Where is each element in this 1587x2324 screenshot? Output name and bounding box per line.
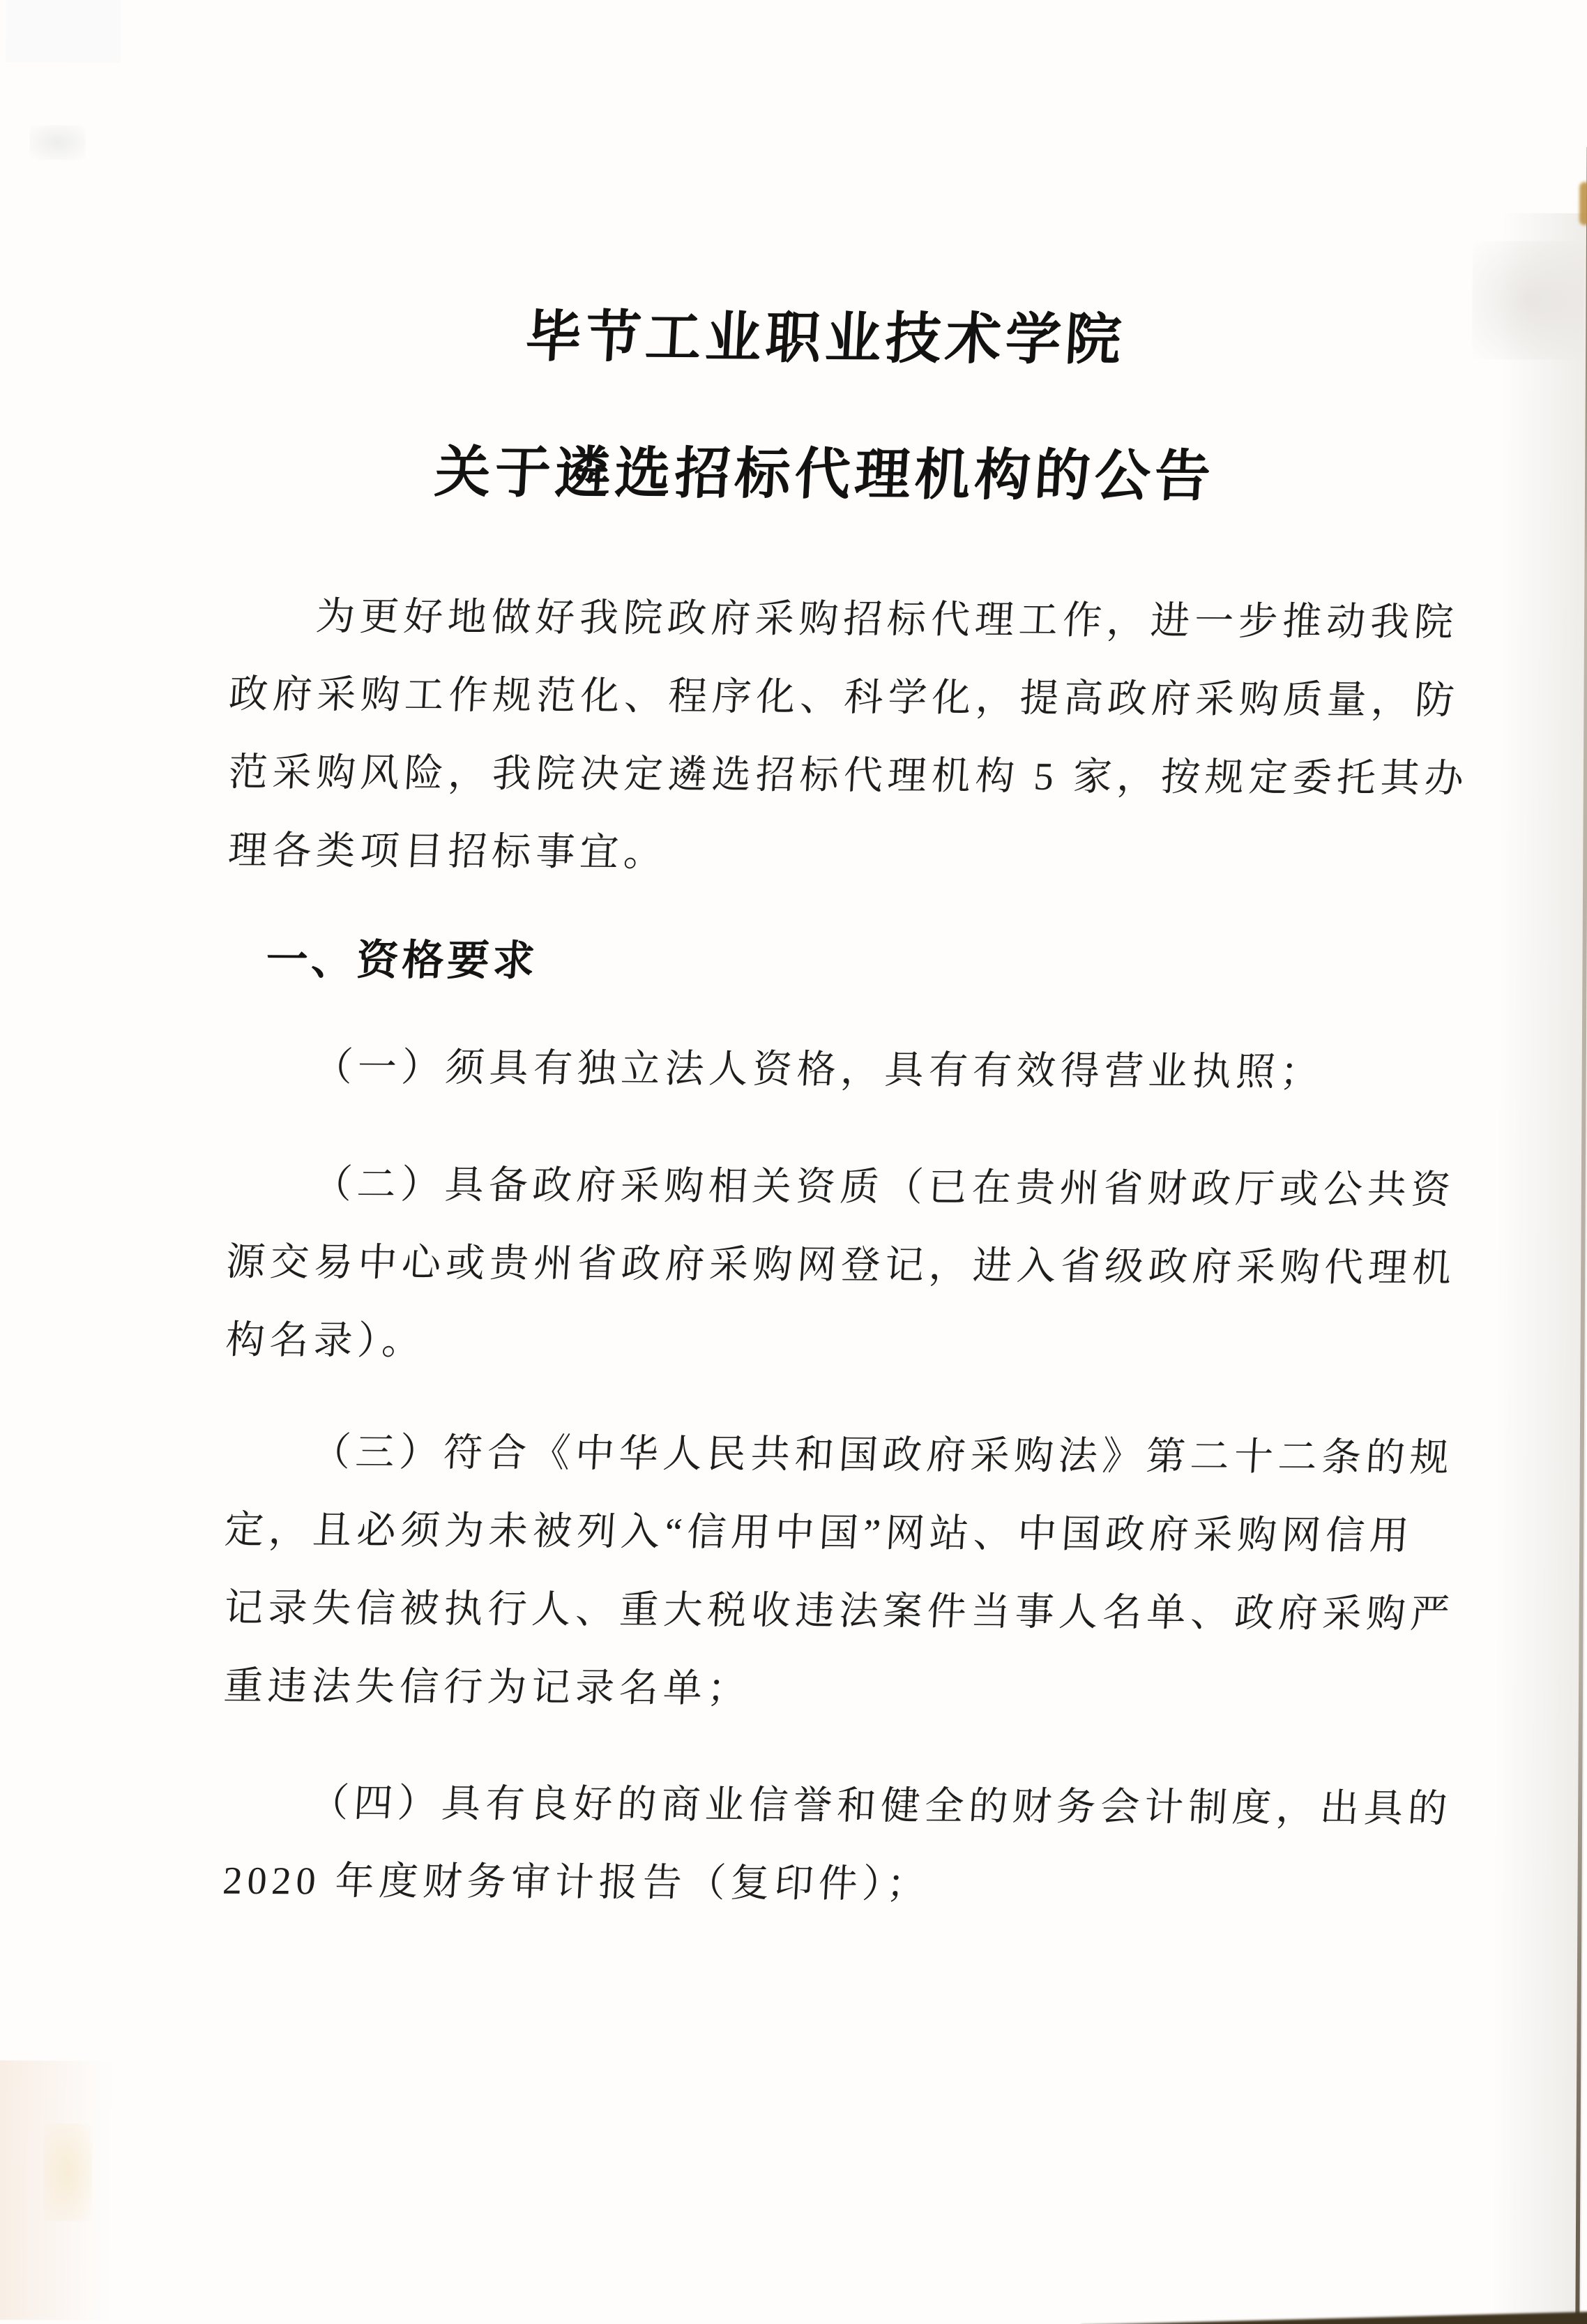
scan-warm-tint-bottom-left (0, 2060, 114, 2321)
document-body (221, 0, 1470, 1926)
page-title-line-1: 毕节工业职业技术学院 (524, 305, 1127, 371)
item-line: （三）符合《中华人民共和国政府采购法》第二十二条的规 (310, 1431, 1455, 1480)
item-line: （四）具有良好的商业信誉和健全的财务会计制度，出具的 (308, 1781, 1454, 1831)
requirement-item-3 (222, 1413, 1456, 1732)
item-line: 源交易中心或贵州省政府采购网登记，进入省级政府采购代理机 (225, 1240, 1458, 1290)
item-line: 定，且必须为未被列入“信用中国”网站、中国政府采购网信用 (223, 1508, 1415, 1558)
item-line: （一）须具有独立法人资格，具有有效得营业执照； (312, 1046, 1326, 1094)
scan-warm-patch-bottom-left (43, 2123, 93, 2221)
scan-page-edge-blob (1579, 182, 1587, 225)
scan-page-edge-bottom-right (1081, 2311, 1587, 2324)
item-line: 重违法失信行为记录名单； (222, 1664, 752, 1711)
item-line: 记录失信被执行人、重大税收违法案件当事人名单、政府采购严 (222, 1586, 1456, 1636)
intro-line: 理各类项目招标事宜。 (227, 829, 669, 875)
intro-line: 范采购风险，我院决定遴选招标代理机构 5 家，按规定委托其办 (227, 750, 1470, 801)
section-heading-qualification-requirements: 一、资格要求 (264, 936, 540, 985)
page-title-line-2: 关于遴选招标代理机构的公告 (433, 441, 1217, 508)
scan-smudge-top-right (1472, 241, 1584, 360)
item-line: （二）具备政府采购相关资质（已在贵州省财政厅或公共资 (311, 1163, 1457, 1212)
scan-shadow-right-edge (1490, 213, 1587, 2324)
scan-page-edge-line (1575, 147, 1587, 2324)
item-line: 构名录）。 (224, 1318, 427, 1364)
intro-paragraph (227, 578, 1470, 896)
intro-line: 为更好地做好我院政府采购招标代理工作，进一步推动我院 (314, 595, 1459, 644)
requirement-item-2 (224, 1145, 1458, 1386)
intro-line: 政府采购工作规范化、程序化、科学化，提高政府采购质量，防 (227, 672, 1461, 723)
item-line: 2020 年度财务审计报告（复印件）； (221, 1859, 932, 1907)
requirement-item-4 (221, 1764, 1454, 1926)
requirement-item-1 (227, 1028, 1416, 1112)
scan-smudge-left (30, 125, 86, 160)
scan-smudge-top-left (6, 0, 121, 63)
